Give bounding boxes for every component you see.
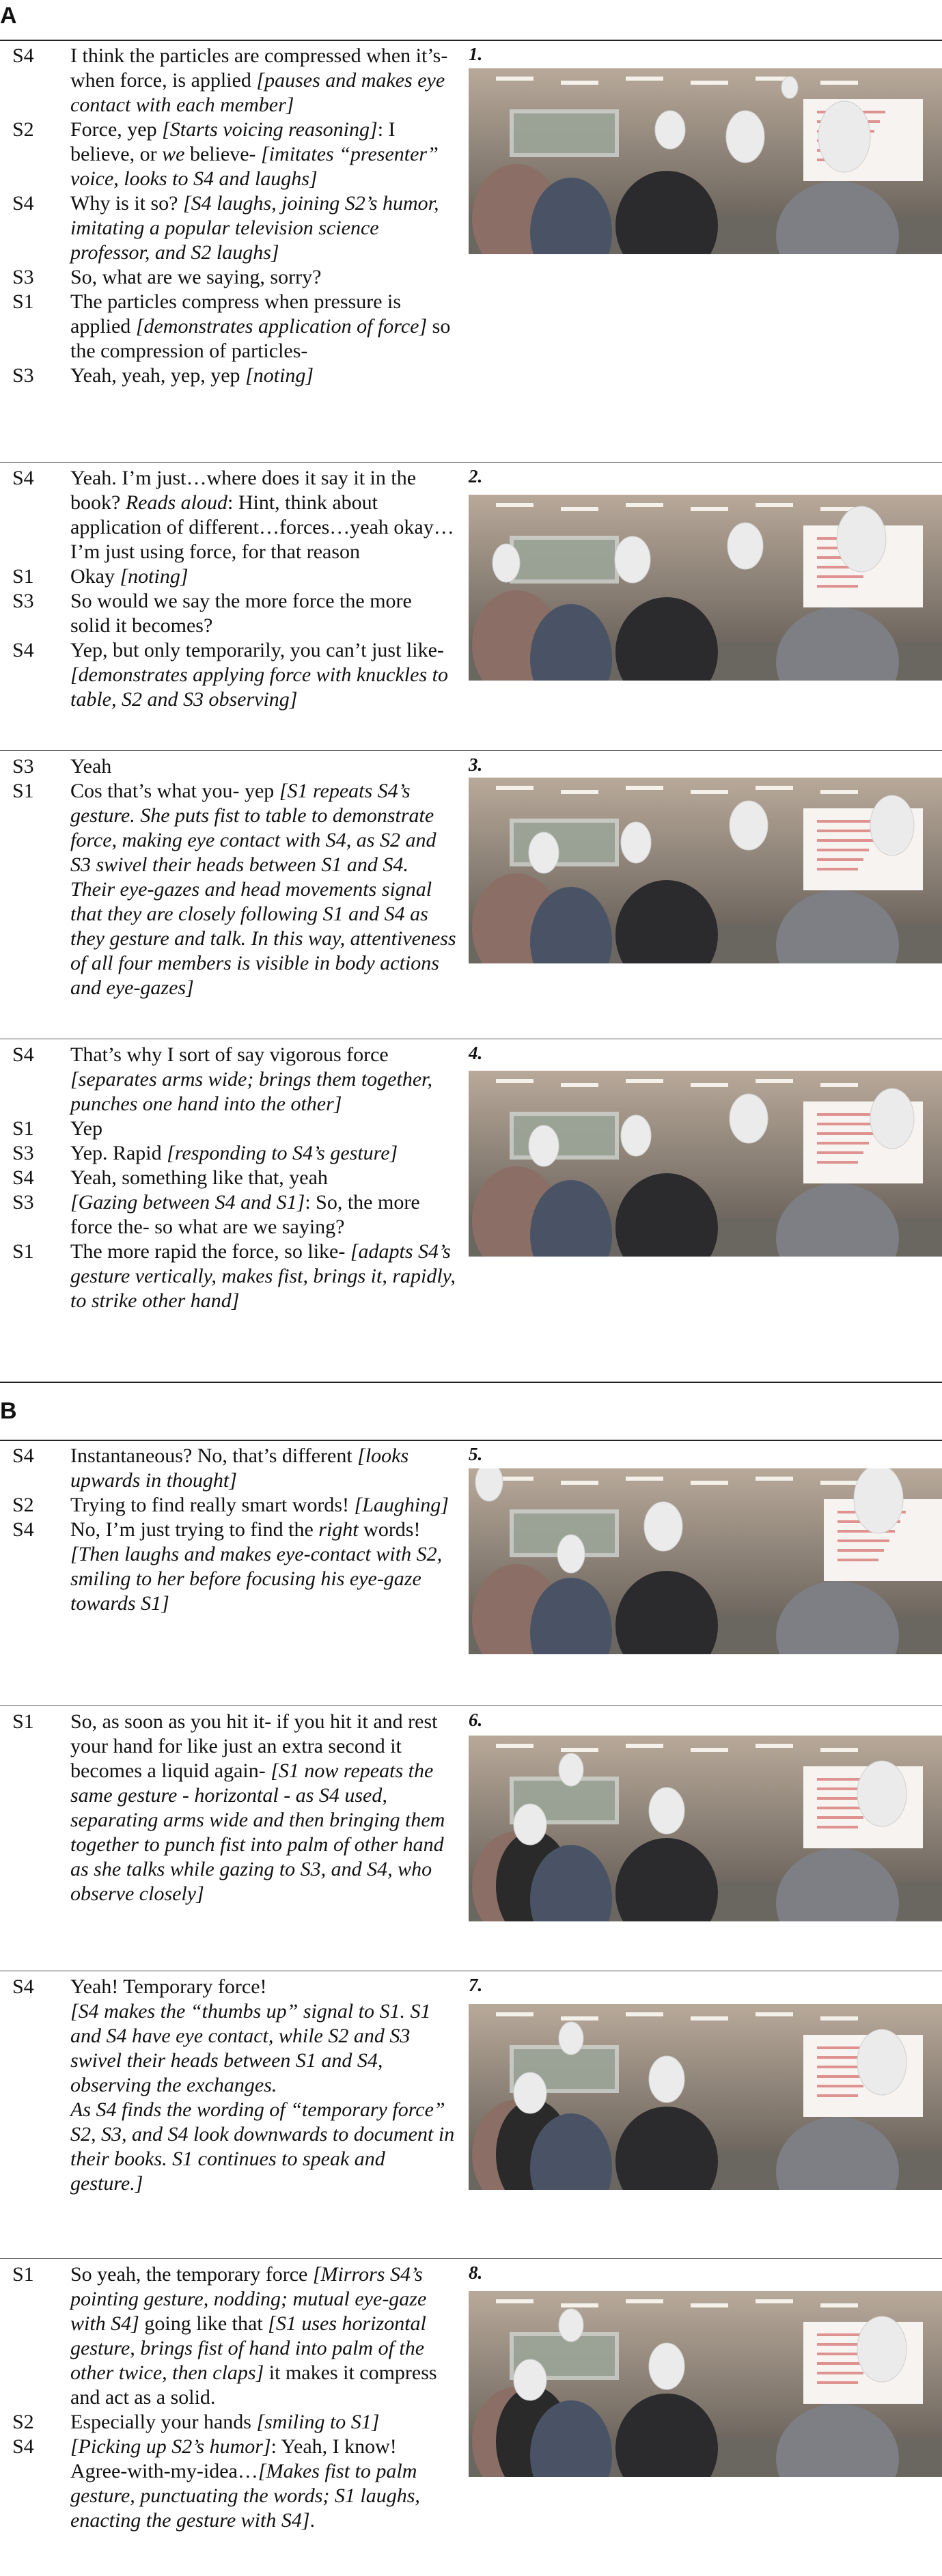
utterance bbox=[70, 638, 456, 712]
utterance bbox=[70, 754, 456, 779]
annotation-text: [separates arms wide; brings them together, punches one hand into the other] bbox=[70, 1068, 432, 1115]
speech-text: Instantaneous? No, that’s different bbox=[70, 1444, 358, 1467]
figure-number: 2. bbox=[469, 466, 483, 487]
speaker-label: S3 bbox=[12, 364, 34, 387]
transcript-turn bbox=[12, 1043, 456, 1116]
transcript-turns bbox=[12, 44, 456, 388]
speaker-label: S1 bbox=[12, 2263, 34, 2286]
annotation-text: As S4 finds the wording of “temporary force” S2, S3, and S4 look downwards to document in their books. S1 continues to speak and gesture.] bbox=[70, 2098, 455, 2195]
speaker-label: S4 bbox=[12, 192, 34, 215]
speech-text: Force, yep bbox=[70, 118, 163, 141]
speech-text: Especially your hands bbox=[70, 2411, 257, 2433]
classroom-photo bbox=[469, 1071, 942, 1257]
transcript-turn bbox=[12, 1239, 456, 1313]
speaker-label: S3 bbox=[12, 755, 34, 778]
speaker-label: S4 bbox=[12, 639, 34, 661]
utterance bbox=[70, 1190, 456, 1239]
speaker-label: S1 bbox=[12, 1117, 34, 1140]
transcript-turn bbox=[12, 589, 456, 638]
annotation-text: [S4 laughs, joining S2’s humor, imitating a popular television science professor, and S2 laughs] bbox=[70, 192, 439, 264]
utterance bbox=[70, 1999, 456, 2098]
speaker-label: S3 bbox=[12, 590, 34, 612]
speech-text: believe- bbox=[184, 143, 262, 165]
speech-text: Yeah, something like that, yeah bbox=[70, 1166, 328, 1189]
speech-text: Yep. Rapid bbox=[70, 1142, 167, 1164]
speaker-label bbox=[12, 1999, 70, 2098]
transcript-turn bbox=[12, 44, 456, 118]
annotation-text: [noting] bbox=[245, 364, 314, 387]
utterance bbox=[70, 1141, 456, 1166]
utterance bbox=[70, 466, 456, 564]
speaker-label: S4 bbox=[12, 467, 34, 489]
utterance bbox=[70, 44, 456, 118]
utterance bbox=[70, 589, 456, 638]
utterance bbox=[70, 1493, 456, 1518]
annotation-text: [Starts voicing reasoning] bbox=[162, 118, 378, 141]
speaker-label: S3 bbox=[12, 266, 34, 288]
transcript-turn bbox=[12, 638, 456, 712]
annotation-text: [imitates “presenter” voice, looks to S4 and laughs] bbox=[70, 143, 439, 190]
classroom-photo bbox=[469, 1468, 942, 1654]
speech-text: . bbox=[309, 2509, 316, 2532]
transcript-turn bbox=[12, 2262, 456, 2410]
annotation-text: [noting] bbox=[120, 565, 189, 588]
speaker-label: S4 bbox=[12, 1444, 34, 1467]
annotation-text: [demonstrates applying force with knuckles to table, S2 and S3 observing] bbox=[70, 663, 448, 711]
speaker-label: S1 bbox=[12, 1240, 34, 1263]
classroom-photo bbox=[469, 495, 942, 681]
annotation-text: [looks upwards in thought] bbox=[70, 1444, 409, 1492]
speaker-label: S4 bbox=[12, 2435, 34, 2458]
classroom-photo bbox=[469, 2291, 942, 2477]
transcript-turn bbox=[12, 779, 456, 1000]
transcript-turn bbox=[12, 1518, 456, 1616]
speaker-label: S3 bbox=[12, 1142, 34, 1164]
annotation-text: [responding to S4’s gesture] bbox=[167, 1142, 398, 1164]
transcript-turn bbox=[12, 1493, 456, 1518]
speaker-label bbox=[12, 2098, 70, 2196]
annotation-text: [Laughing] bbox=[354, 1494, 449, 1516]
speech-text: No, I’m just trying to find the bbox=[70, 1518, 319, 1541]
transcript-turn bbox=[12, 1710, 456, 1906]
annotation-text: [S1 uses horizontal gesture, brings fist of hand into palm of the other twice, then claps] bbox=[70, 2312, 426, 2384]
annotation-text: [S4 makes the “thumbs up” signal to S1. S1 and S4 have eye contact, while S2 and S3 swivel their heads between S1 and S4, observing the exchanges. bbox=[70, 2000, 431, 2096]
annotation-text: we bbox=[162, 143, 185, 165]
annotation-text: [adapts S4’s gesture vertically, makes fist, brings it, rapidly, to strike other hand] bbox=[70, 1240, 456, 1312]
figure-number: 4. bbox=[469, 1043, 483, 1063]
transcript-turns bbox=[12, 466, 456, 712]
speaker-label: S2 bbox=[12, 2411, 34, 2433]
utterance bbox=[70, 1043, 456, 1116]
transcript-turn bbox=[12, 1141, 456, 1166]
speaker-label: S4 bbox=[12, 44, 34, 67]
speech-text: Okay bbox=[70, 565, 120, 588]
transcript-turn bbox=[12, 265, 456, 290]
speech-text: So, as soon as you hit it- if you hit it and rest your hand for like just an extra second it becomes a liquid again- bbox=[70, 1710, 438, 1782]
transcript-turns bbox=[12, 1710, 456, 1906]
figure-number: 3. bbox=[469, 754, 483, 775]
transcript-turns bbox=[12, 1043, 456, 1313]
speaker-label: S1 bbox=[12, 290, 34, 313]
speech-text: Yep bbox=[70, 1117, 102, 1140]
transcript-turn bbox=[12, 1975, 456, 1999]
transcript-turn bbox=[12, 1190, 456, 1239]
annotation-text: [Mirrors S4’s pointing gesture, nodding; mutual eye-gaze with S4] bbox=[70, 2263, 427, 2335]
transcript-turns bbox=[12, 1975, 456, 2196]
utterance bbox=[70, 2410, 456, 2435]
divider bbox=[0, 1382, 942, 1383]
annotation-text: [Then laughs and makes eye-contact with S2, smiling to her before focusing his eye-gaze towards S1] bbox=[70, 1543, 443, 1615]
speaker-label: S4 bbox=[12, 1518, 34, 1541]
transcript-turn bbox=[12, 1999, 456, 2098]
speech-text: The more rapid the force, so like- bbox=[70, 1240, 350, 1263]
speech-text: Cos that’s what you- yep bbox=[70, 780, 279, 802]
classroom-photo bbox=[469, 68, 942, 254]
utterance bbox=[70, 1710, 456, 1906]
utterance bbox=[70, 1116, 456, 1141]
speech-text: The particles compress when pressure is applied bbox=[70, 290, 402, 338]
figure-number: 6. bbox=[469, 1710, 483, 1730]
speech-text: So, what are we saying, sorry? bbox=[70, 266, 322, 288]
transcript-turn bbox=[12, 290, 456, 364]
speaker-label: S1 bbox=[12, 1710, 34, 1733]
speech-text: Why is it so? bbox=[70, 192, 183, 215]
utterance bbox=[70, 2262, 456, 2410]
utterance bbox=[70, 1444, 456, 1493]
transcript-turn bbox=[12, 364, 456, 388]
transcript-turn bbox=[12, 1166, 456, 1190]
transcript-turns bbox=[12, 1444, 456, 1616]
divider bbox=[0, 2258, 942, 2259]
speech-text: : Hint, think about application of different…forces…yeah okay…I’m just using force, for that reason bbox=[70, 491, 454, 563]
transcript-turn bbox=[12, 191, 456, 265]
speech-text: : Yeah, I know! Agree-with-my-idea… bbox=[70, 2435, 397, 2482]
transcript-turn bbox=[12, 754, 456, 779]
figure-number: 7. bbox=[469, 1975, 483, 1995]
speech-text: Yeah. I’m just…where does it say it in the book? bbox=[70, 467, 417, 514]
utterance bbox=[70, 118, 456, 191]
speech-text: it makes it compress and act as a solid. bbox=[70, 2361, 437, 2409]
speaker-label: S4 bbox=[12, 1043, 34, 1066]
speech-text: So would we say the more force the more solid it becomes? bbox=[70, 590, 412, 637]
annotation-text: [Makes fist to palm gesture, punctuating the words; S1 laughs, enacting the gesture with S4] bbox=[70, 2460, 420, 2532]
utterance bbox=[70, 364, 456, 388]
speech-text: so the compression of particles- bbox=[70, 315, 451, 362]
divider bbox=[0, 462, 942, 463]
utterance bbox=[70, 1518, 456, 1616]
classroom-photo bbox=[469, 778, 942, 963]
speaker-label: S1 bbox=[12, 780, 34, 802]
speech-text: words! bbox=[358, 1518, 421, 1541]
speaker-label: S2 bbox=[12, 1494, 34, 1516]
classroom-photo bbox=[469, 2004, 942, 2190]
divider bbox=[0, 750, 942, 751]
utterance bbox=[70, 265, 456, 290]
transcript-turn bbox=[12, 2435, 456, 2533]
annotation-text: [demonstrates application of force] bbox=[135, 315, 428, 338]
speech-text: I think the particles are compressed when it’s- when force, is applied bbox=[70, 44, 448, 92]
divider bbox=[0, 40, 942, 41]
annotation-text: [Picking up S2’s humor] bbox=[70, 2435, 271, 2458]
speech-text: : I believe, or bbox=[70, 118, 396, 165]
speech-text: That’s why I sort of say vigorous force bbox=[70, 1043, 389, 1066]
speech-text: Trying to find really smart words! bbox=[70, 1494, 355, 1516]
utterance bbox=[70, 1239, 456, 1313]
transcript-turns bbox=[12, 754, 456, 1000]
speech-text: Yep, but only temporarily, you can’t just like- bbox=[70, 639, 444, 661]
transcript-turn bbox=[12, 1444, 456, 1493]
utterance bbox=[70, 564, 456, 589]
annotation-text: [Gazing between S4 and S1] bbox=[70, 1191, 305, 1214]
annotation-text: [pauses and makes eye contact with each member] bbox=[70, 69, 445, 116]
utterance bbox=[70, 290, 456, 364]
transcript-turn bbox=[12, 564, 456, 589]
transcript-turn bbox=[12, 466, 456, 564]
speaker-label: S4 bbox=[12, 1166, 34, 1189]
annotation-text: [S1 now repeats the same gesture - horizontal - as S4 used, separating arms wide and then bringing them together to punch fist into palm of other hand as she talks while gazing to S3, and S4, who observe closely] bbox=[70, 1759, 445, 1905]
classroom-photo bbox=[469, 1736, 942, 1921]
annotation-text: right bbox=[318, 1518, 359, 1541]
annotation-text: Reads aloud bbox=[125, 491, 227, 514]
annotation-text: [smiling to S1] bbox=[256, 2411, 380, 2433]
speech-text: Yeah bbox=[70, 755, 112, 778]
speech-text: : So, the more force the- so what are we saying? bbox=[70, 1191, 420, 1238]
utterance bbox=[70, 191, 456, 265]
transcript-turn bbox=[12, 118, 456, 191]
divider bbox=[0, 1705, 942, 1706]
annotation-text: [S1 repeats S4’s gesture. She puts fist to table to demonstrate force, making eye contact with S4, as S2 and S3 swivel their heads between S1 and S4. Their eye-gazes and head movements signal that they are closely following S1 and S4 as they gesture and talk. In this way, attentiveness of all four members is visible in body actions and eye-gazes] bbox=[70, 780, 456, 999]
speech-text: going like that bbox=[139, 2312, 268, 2335]
speech-text: So yeah, the temporary force bbox=[70, 2263, 313, 2286]
transcript-turn bbox=[12, 1116, 456, 1141]
transcript-turn bbox=[12, 2098, 456, 2196]
utterance bbox=[70, 2098, 456, 2196]
transcript-turn bbox=[12, 2410, 456, 2435]
figure-number: 1. bbox=[469, 44, 483, 64]
panel-label-a: A bbox=[0, 3, 17, 29]
utterance bbox=[70, 2435, 456, 2533]
transcript-turns bbox=[12, 2262, 456, 2533]
figure-number: 5. bbox=[469, 1444, 483, 1464]
panel-label-b: B bbox=[0, 1398, 17, 1424]
divider bbox=[0, 1440, 942, 1441]
utterance bbox=[70, 1166, 456, 1190]
speaker-label: S3 bbox=[12, 1191, 34, 1214]
utterance bbox=[70, 779, 456, 1000]
figure-number: 8. bbox=[469, 2262, 483, 2283]
speech-text: Yeah, yeah, yep, yep bbox=[70, 364, 246, 387]
speaker-label: S1 bbox=[12, 565, 34, 588]
utterance bbox=[70, 1975, 456, 1999]
speech-text: Yeah! Temporary force! bbox=[70, 1975, 267, 1998]
speaker-label: S2 bbox=[12, 118, 34, 141]
speaker-label: S4 bbox=[12, 1975, 34, 1998]
